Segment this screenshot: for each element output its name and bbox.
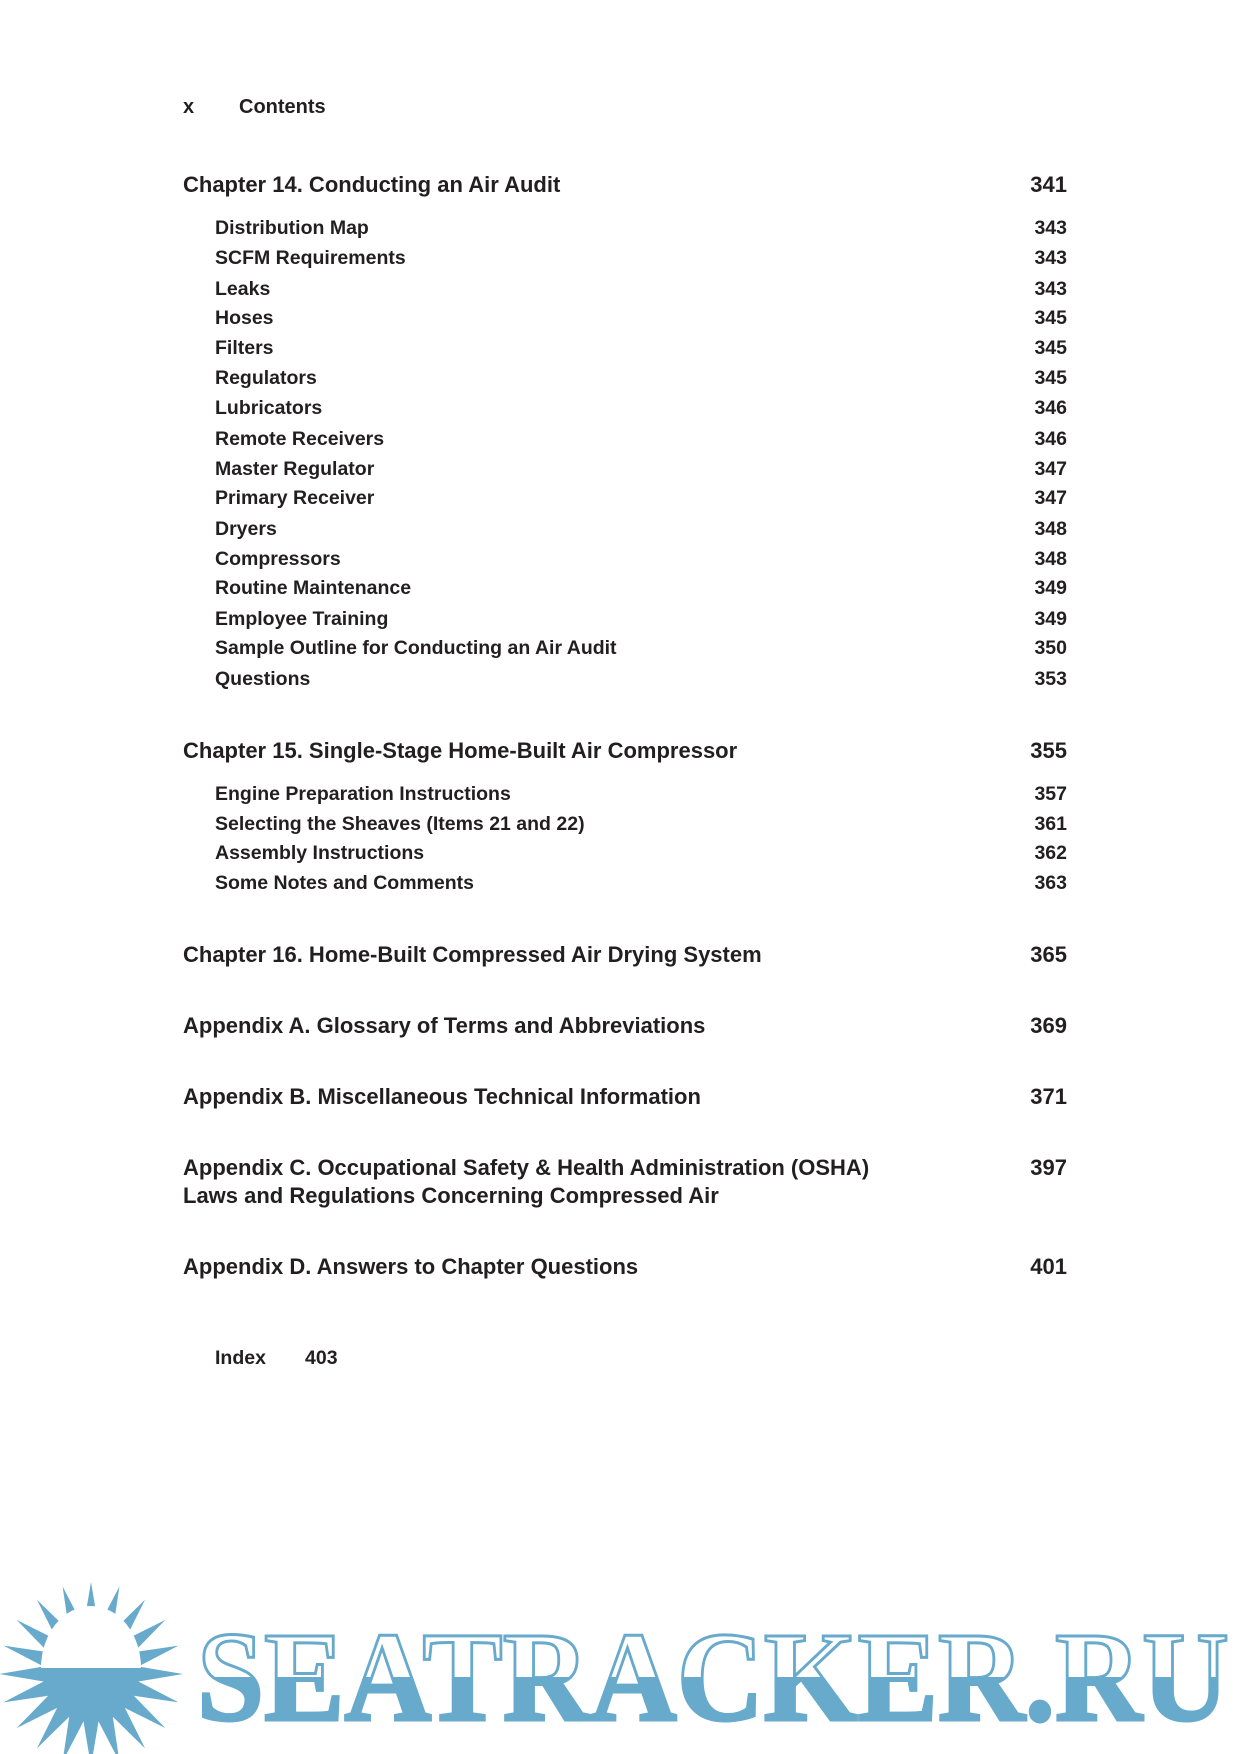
- toc-entry-page: 345: [1034, 307, 1067, 329]
- sun-icon: [0, 1582, 183, 1754]
- toc-entry-page: 349: [1034, 608, 1067, 630]
- toc-entry-title: Lubricators: [215, 397, 323, 419]
- appendix-c-page: 397: [1030, 1155, 1067, 1180]
- toc-entry-title: Filters: [215, 337, 274, 359]
- toc-entry-title: Distribution Map: [215, 217, 369, 239]
- index-label: Index: [215, 1347, 266, 1369]
- sun-dome: [41, 1606, 141, 1668]
- toc-entry-title: Some Notes and Comments: [215, 872, 474, 894]
- chapter-15-title: Chapter 15. Single-Stage Home-Built Air Compressor: [183, 738, 738, 763]
- chapter-16-title: Chapter 16. Home-Built Compressed Air Drying System: [183, 942, 762, 967]
- toc-entry-page: 353: [1034, 668, 1067, 690]
- toc-entry-title: Dryers: [215, 518, 277, 540]
- toc-entry-page: 348: [1034, 548, 1067, 570]
- toc-entry-page: 343: [1034, 217, 1067, 239]
- chapter-14-page: 341: [1030, 172, 1067, 197]
- appendix-c-line2-title: Laws and Regulations Concerning Compressed Air: [183, 1183, 719, 1208]
- toc-entry-title: Routine Maintenance: [215, 577, 412, 599]
- toc-entry-page: 345: [1034, 367, 1067, 389]
- toc-entry-page: 361: [1034, 813, 1067, 835]
- toc-entry-page: 343: [1034, 247, 1067, 269]
- toc-entry-page: 345: [1034, 337, 1067, 359]
- chapter-14-title: Chapter 14. Conducting an Air Audit: [183, 172, 561, 197]
- toc-entry-title: Primary Receiver: [215, 487, 375, 509]
- toc-entry-title: SCFM Requirements: [215, 247, 406, 269]
- chapter-15-page: 355: [1030, 738, 1067, 763]
- toc-entry-page: 357: [1034, 783, 1067, 805]
- toc-entry-title: Compressors: [215, 548, 341, 570]
- toc-entry-page: 346: [1034, 428, 1067, 450]
- appendix-d-page: 401: [1030, 1254, 1067, 1279]
- appendix-a-page: 369: [1030, 1013, 1067, 1038]
- toc-entry-page: 349: [1034, 577, 1067, 599]
- toc-entry-page: 363: [1034, 872, 1067, 894]
- toc-entry-title: Master Regulator: [215, 458, 375, 480]
- watermark-text: SEATRACKER.RU: [197, 1606, 1229, 1748]
- toc-entry-title: Sample Outline for Conducting an Air Audit: [215, 637, 617, 659]
- appendix-b-title: Appendix B. Miscellaneous Technical Information: [183, 1084, 701, 1109]
- toc-entry-title: Hoses: [215, 307, 274, 329]
- appendix-b-page: 371: [1030, 1084, 1067, 1109]
- toc-entry-title: Employee Training: [215, 608, 389, 630]
- toc-entry-page: 362: [1034, 842, 1067, 864]
- toc-entry-title: Regulators: [215, 367, 317, 389]
- chapter-16-page: 365: [1030, 942, 1067, 967]
- appendix-d-title: Appendix D. Answers to Chapter Questions: [183, 1254, 639, 1279]
- toc-entry-title: Engine Preparation Instructions: [215, 783, 511, 805]
- toc-entry-title: Selecting the Sheaves (Items 21 and 22): [215, 813, 585, 835]
- toc-entry-title: Leaks: [215, 278, 271, 300]
- page-numeral: x: [183, 96, 195, 118]
- toc-entry-title: Assembly Instructions: [215, 842, 425, 864]
- toc-entry-page: 347: [1034, 458, 1067, 480]
- appendix-c-title: Appendix C. Occupational Safety & Health Administration (OSHA): [183, 1155, 870, 1180]
- toc-entry-page: 346: [1034, 397, 1067, 419]
- toc-entry-page: 343: [1034, 278, 1067, 300]
- running-header: Contents: [239, 96, 326, 118]
- toc-entry-title: Questions: [215, 668, 311, 690]
- toc-entry-page: 350: [1034, 637, 1067, 659]
- toc-entry-page: 347: [1034, 487, 1067, 509]
- index-page: 403: [305, 1347, 338, 1369]
- toc-entry-page: 348: [1034, 518, 1067, 540]
- watermark-logo: [0, 1570, 1240, 1754]
- toc-entry-title: Remote Receivers: [215, 428, 385, 450]
- appendix-a-title: Appendix A. Glossary of Terms and Abbreviations: [183, 1013, 706, 1038]
